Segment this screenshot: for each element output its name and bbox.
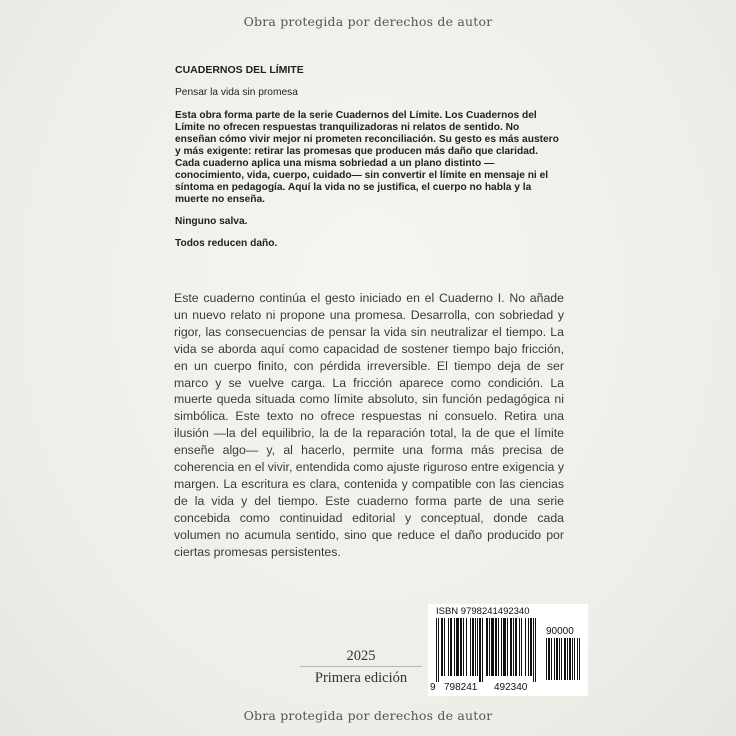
barcode-bar <box>559 638 560 680</box>
barcode-bar <box>510 618 512 676</box>
barcode-digits-right: 492340 <box>494 682 528 693</box>
barcode-bar <box>477 618 478 676</box>
barcode-bar <box>491 618 494 676</box>
barcode-bar <box>489 618 490 676</box>
edition-year: 2025 <box>346 648 376 664</box>
barcode-bar <box>513 618 514 676</box>
barcode-bar <box>436 618 437 682</box>
series-subtitle: Pensar la vida sin promesa <box>175 87 298 98</box>
copyright-notice-bottom: Obra protegida por derechos de autor <box>243 708 493 723</box>
series-line-todos: Todos reducen daño. <box>175 238 278 249</box>
copyright-notice-top: Obra protegida por derechos de autor <box>243 14 493 29</box>
barcode-bar <box>519 618 520 676</box>
barcode-bar <box>470 618 471 676</box>
barcode-bar <box>495 618 497 676</box>
barcode-bar <box>482 618 483 682</box>
barcode-bar <box>507 618 508 676</box>
barcode-bar <box>569 638 571 680</box>
barcode-bar <box>454 618 455 676</box>
barcode-digits-left: 798241 <box>444 682 478 693</box>
isbn-label: ISBN 9798241492340 <box>436 606 530 617</box>
series-line-ninguno: Ninguno salva. <box>175 216 248 227</box>
barcode-bar <box>456 618 459 676</box>
barcode-bar <box>498 618 499 676</box>
barcode-box <box>428 604 588 696</box>
barcode-bar <box>463 618 464 676</box>
barcode-bar <box>561 638 562 680</box>
barcode-bar <box>515 618 517 676</box>
barcode-bar <box>556 638 558 680</box>
barcode-bar <box>533 618 534 682</box>
barcode-bar <box>572 638 573 680</box>
barcode-bar <box>548 638 550 680</box>
barcode-bar <box>472 618 474 676</box>
barcode-bar <box>448 618 449 676</box>
barcode-bar <box>521 618 522 676</box>
barcode-bar <box>551 638 552 680</box>
barcode-bar <box>579 638 580 680</box>
back-cover-blurb: Este cuaderno continúa el gesto iniciado en el Cuaderno I. No añade un nuevo relato ni propone una promesa. Desarrolla, con sobriedad y rigor, las consecuencias de pensar la vida sin neutralizar el tiempo. La vida se aborda aquí como capacidad de sostener tiempo bajo fricción, en un cuerpo finito, con pérdida irreversible. El tiempo deja de ser marco y se vuelve carga. La fricción aparece como condición. La muerte queda situada como límite absoluto, sin función pedagógica ni simbólica. Este texto no ofrece respuestas ni consuelo. Retira una ilusión —la del equilibrio, la de la reparación total, la de que el límite enseñe algo— y, al hacerlo, permite una forma más precisa de coherencia en el vivir, entendida como ajuste riguroso entre exigencia y margen. La escritura es clara, contenida y compatible con las ciencias de la vida y del tiempo. Este cuaderno forma parte de una serie concebida como continuidad editorial y conceptual, donde cada volumen no acumula sentido, sino que reduce el daño producido por ciertas promesas persistentes. <box>174 291 564 559</box>
series-title: CUADERNOS DEL LÍMITE <box>175 64 304 76</box>
barcode-bar <box>466 618 467 676</box>
isbn-barcode <box>436 618 544 682</box>
series-block <box>175 64 560 250</box>
barcode-bar <box>450 618 452 676</box>
edition-label: Primera edición <box>314 670 408 686</box>
barcode-bar <box>438 618 439 682</box>
barcode-bar <box>503 618 506 676</box>
edition-divider <box>300 666 422 667</box>
barcode-bar <box>460 618 462 676</box>
barcode-digit-first: 9 <box>430 682 436 693</box>
barcode-bar <box>528 618 529 676</box>
barcode-bar <box>525 618 526 676</box>
barcode-bar <box>475 618 476 676</box>
barcode-bar <box>501 618 502 676</box>
barcode-bar <box>577 638 578 680</box>
barcode-bar <box>554 638 555 680</box>
barcode-bar <box>564 638 566 680</box>
price-barcode <box>546 638 582 682</box>
barcode-bar <box>441 618 443 676</box>
barcode-bar <box>479 618 481 682</box>
price-code: 90000 <box>546 626 574 637</box>
barcode-bar <box>535 618 536 682</box>
barcode-bar <box>574 638 575 680</box>
series-description: Esta obra forma parte de la serie Cuadernos del Límite. Los Cuadernos del Límite no ofrecen respuestas tranquilizadoras ni relatos de sentido. No enseñan cómo vivir mejor ni prometen reconciliación. Su gesto es más austero y más exigente: retirar las promesas que producen más daño que claridad. Cada cuaderno aplica una misma sobriedad a un plano distinto — conocimiento, vida, cuerpo, cuidado— sin convertir el límite en mensaje ni el síntoma en pedagogía. Aquí la vida no se justifica, el cuerpo no habla y la muerte no enseña. <box>175 110 559 205</box>
barcode-bar <box>530 618 532 676</box>
barcode-bar <box>486 618 488 676</box>
barcode-bar <box>567 638 568 680</box>
barcode-bar <box>546 638 547 680</box>
barcode-bar <box>444 618 445 676</box>
